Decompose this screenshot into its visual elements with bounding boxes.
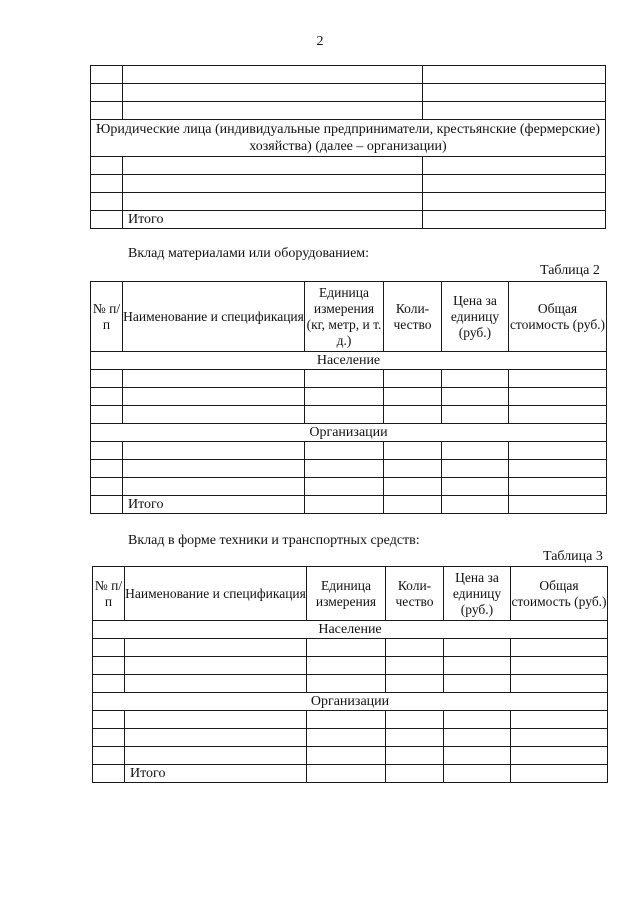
table-row <box>91 478 607 496</box>
table-row <box>91 424 607 442</box>
table-row <box>91 388 607 406</box>
column-header: Цена за единицу (руб.) <box>442 282 509 352</box>
column-header: Наименование и спецификация <box>125 567 307 621</box>
column-header: № п/п <box>93 567 125 621</box>
table-row <box>91 370 607 388</box>
column-header: Общая стоимость (руб.) <box>511 567 608 621</box>
section-organizations-heading: Организации <box>91 424 607 442</box>
table-header-row <box>91 282 607 352</box>
contributors-table <box>90 65 606 229</box>
table-row <box>93 621 608 639</box>
table-row <box>93 639 608 657</box>
table-row <box>91 157 606 175</box>
section-caption: Вклад в форме техники и транспортных средств: <box>128 533 420 548</box>
total-label: Итого <box>123 211 423 229</box>
column-header: № п/п <box>91 282 123 352</box>
table-row <box>93 711 608 729</box>
table-row <box>91 193 606 211</box>
table-row <box>91 66 606 84</box>
table-row <box>91 120 606 157</box>
table-row <box>91 460 607 478</box>
table-row <box>91 84 606 102</box>
column-header: Общая стоимость (руб.) <box>509 282 607 352</box>
table-row <box>91 442 607 460</box>
table-row <box>91 496 607 514</box>
table-header-row <box>93 567 608 621</box>
table-label: Таблица 3 <box>543 549 603 564</box>
table-row <box>91 102 606 120</box>
table-row <box>93 675 608 693</box>
column-header: Единица измерения (кг, метр, и т. д.) <box>305 282 384 352</box>
column-header: Единица измерения <box>307 567 386 621</box>
section-organizations-heading: Юридические лица (индивидуальные предприниматели, крестьянские (фермерские) хозяйства) (далее – организации) <box>91 120 606 157</box>
table-row <box>93 729 608 747</box>
page-number: 2 <box>316 34 324 49</box>
table-row <box>93 693 608 711</box>
total-label: Итого <box>123 496 305 514</box>
table-row <box>91 406 607 424</box>
table-row <box>91 211 606 229</box>
section-population-heading: Население <box>93 621 608 639</box>
column-header: Цена за единицу (руб.) <box>444 567 511 621</box>
table-row <box>91 175 606 193</box>
column-header: Коли-чество <box>384 282 442 352</box>
section-population-heading: Население <box>91 352 607 370</box>
table-row <box>91 352 607 370</box>
section-caption: Вклад материалами или оборудованием: <box>128 246 370 261</box>
column-header: Коли-чество <box>386 567 444 621</box>
vehicles-table <box>92 566 608 783</box>
materials-table <box>90 281 607 514</box>
table-label: Таблица 2 <box>540 263 600 278</box>
table-row <box>93 765 608 783</box>
table-row <box>93 747 608 765</box>
section-organizations-heading: Организации <box>93 693 608 711</box>
total-label: Итого <box>125 765 307 783</box>
column-header: Наименование и спецификация <box>123 282 305 352</box>
table-row <box>93 657 608 675</box>
